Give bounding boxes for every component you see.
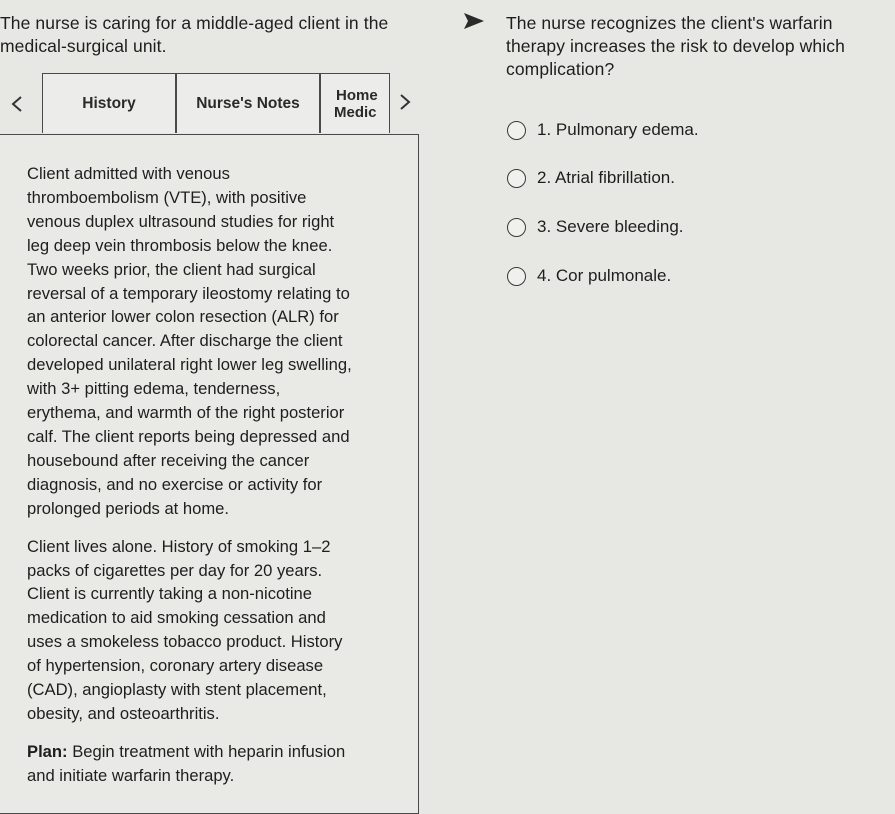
chevron-right-icon[interactable] [398, 93, 412, 111]
tab-history[interactable] [42, 73, 176, 133]
notes-line: and initiate warfarin therapy. [27, 765, 235, 785]
notes-line: of hypertension, coronary artery disease [27, 656, 324, 676]
radio-button-2[interactable] [507, 169, 526, 188]
answer-option-2[interactable] [507, 168, 675, 188]
notes-line: prolonged periods at home. [27, 498, 230, 518]
answer-option-3[interactable] [507, 217, 684, 237]
tab-home-medications[interactable] [320, 73, 390, 133]
option-label-4: 4. Cor pulmonale. [537, 266, 672, 285]
notes-line: Client lives alone. History of smoking 1–2 [27, 536, 331, 556]
tab-nurses-notes-label: Nurse's Notes [196, 94, 300, 112]
notes-paragraph-plan [27, 740, 399, 788]
answer-option-4[interactable] [507, 266, 671, 286]
notes-line: Client admitted with venous [27, 164, 230, 183]
tab-nurses-notes[interactable] [176, 73, 320, 133]
notes-line: housebound after receiving the cancer [27, 450, 310, 470]
tab-home-label-line1: Home [336, 86, 378, 104]
radio-button-4[interactable] [507, 267, 526, 286]
question-line: therapy increases the risk to develop which [506, 36, 845, 56]
notes-line: Begin treatment with heparin infusion [67, 741, 346, 761]
notes-line: calf. The client reports being depressed and [27, 426, 350, 446]
radio-button-1[interactable] [507, 121, 526, 140]
question-stem [506, 12, 891, 81]
option-label-1: 1. Pulmonary edema. [537, 120, 699, 139]
notes-line: an anterior lower colon resection (ALR) for [27, 307, 339, 327]
tab-bar [0, 73, 420, 135]
option-label-3: 3. Severe bleeding. [537, 217, 684, 236]
plan-label: Plan: [27, 741, 68, 761]
notes-line: leg deep vein thrombosis below the knee. [27, 235, 333, 255]
notes-line: obesity, and osteoarthritis. [27, 703, 220, 723]
question-line: complication? [506, 59, 615, 79]
notes-line: colorectal cancer. After discharge the client [27, 331, 343, 351]
notes-line: with 3+ pitting edema, tenderness, [27, 379, 281, 399]
notes-line: erythema, and warmth of the right posterior [27, 403, 345, 423]
notes-line: Two weeks prior, the client had surgical [27, 259, 316, 279]
notes-line: thromboembolism (VTE), with positive [27, 187, 307, 207]
play-arrow-icon [462, 12, 486, 32]
notes-line: venous duplex ultrasound studies for right [27, 211, 335, 231]
option-label-2: 2. Atrial fibrillation. [537, 168, 675, 187]
notes-paragraph-history [27, 535, 399, 726]
notes-line: Client is currently taking a non-nicotine [27, 584, 313, 604]
scenario-line: The nurse is caring for a middle-aged client in the [0, 13, 389, 33]
notes-line: reversal of a temporary ileostomy relating to [27, 283, 350, 303]
notes-line: developed unilateral right lower leg swelling, [27, 355, 352, 375]
tab-home-label-line2: Medic [334, 103, 377, 121]
notes-line: (CAD), angioplasty with stent placement, [27, 680, 327, 700]
notes-paragraph-admission [27, 162, 399, 521]
radio-button-3[interactable] [507, 218, 526, 237]
notes-line: diagnosis, and no exercise or activity for [27, 474, 323, 494]
nurses-notes-content [27, 162, 399, 802]
notes-line: packs of cigarettes per day for 20 years. [27, 560, 323, 580]
tab-history-label: History [82, 94, 136, 112]
notes-line: uses a smokeless tobacco product. History [27, 632, 343, 652]
question-line: The nurse recognizes the client's warfarin [506, 13, 833, 33]
scenario-intro [0, 12, 440, 58]
scenario-line: medical-surgical unit. [0, 36, 167, 56]
notes-line: medication to aid smoking cessation and [27, 608, 326, 628]
answer-option-1[interactable] [507, 120, 699, 140]
